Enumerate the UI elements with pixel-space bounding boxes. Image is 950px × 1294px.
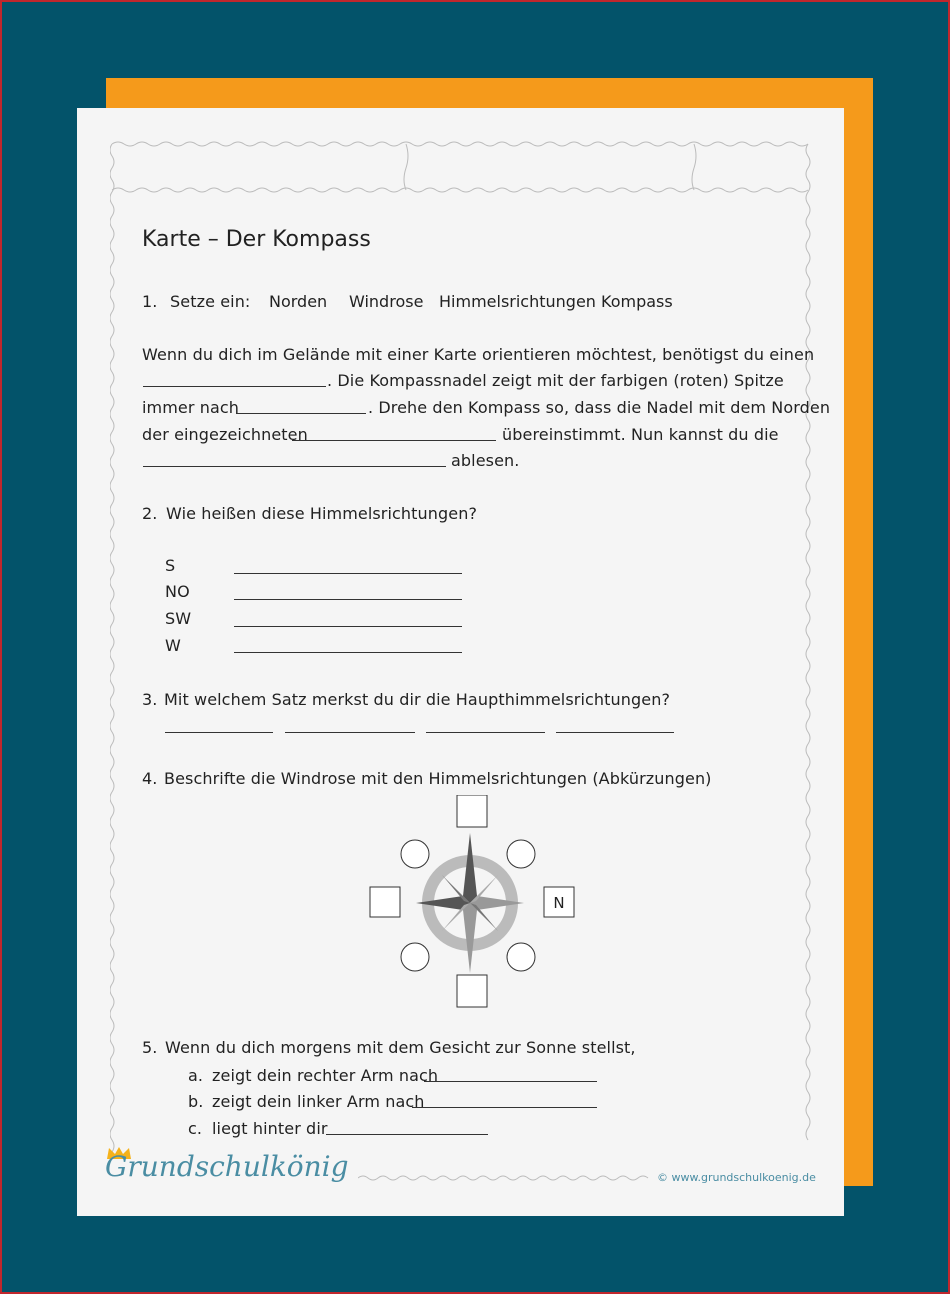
q4-number: 4. <box>142 769 158 788</box>
q5-c-label: c. <box>188 1119 203 1138</box>
word-bank-item: Norden <box>269 292 328 311</box>
copyright-text: © www.grundschulkoenig.de <box>657 1171 816 1184</box>
answer-blank[interactable] <box>326 1134 488 1135</box>
footer-wavy-line <box>358 1174 652 1182</box>
answer-blank[interactable] <box>165 732 273 733</box>
q1-text-line: immer nach <box>142 398 240 417</box>
q5-a-text: zeigt dein rechter Arm nach <box>212 1066 439 1085</box>
answer-circle-sw[interactable] <box>401 943 429 971</box>
q1-text-line: Wenn du dich im Gelände mit einer Karte orientieren möchtest, benötigst du einen <box>142 345 815 364</box>
page-title: Karte – Der Kompass <box>142 227 371 252</box>
q1-number: 1. <box>142 292 158 311</box>
answer-circle-ne[interactable] <box>507 840 535 868</box>
answer-blank[interactable] <box>236 413 366 414</box>
q2-number: 2. <box>142 504 158 523</box>
q5-b-label: b. <box>188 1092 204 1111</box>
wind-rose <box>360 795 590 1010</box>
q5-b-text: zeigt dein linker Arm nach <box>212 1092 425 1111</box>
answer-blank[interactable] <box>285 732 415 733</box>
direction-label: NO <box>165 582 190 601</box>
word-bank-item: Himmelsrichtungen <box>439 292 596 311</box>
answer-blank[interactable] <box>556 732 674 733</box>
answer-blank[interactable] <box>424 1081 597 1082</box>
q5-a-label: a. <box>188 1066 204 1085</box>
answer-blank[interactable] <box>412 1107 597 1108</box>
q5-number: 5. <box>142 1038 158 1057</box>
direction-label: S <box>165 556 176 575</box>
answer-blank[interactable] <box>143 466 446 467</box>
q1-text-line: ablesen. <box>451 451 520 470</box>
q1-text-line: . Die Kompassnadel zeigt mit der farbigen (roten) Spitze <box>327 371 784 390</box>
answer-box-south[interactable] <box>457 975 487 1007</box>
q5-c-text: liegt hinter dir <box>212 1119 328 1138</box>
q5-prompt: Wenn du dich morgens mit dem Gesicht zur Sonne stellst, <box>165 1038 636 1057</box>
word-bank-item: Kompass <box>601 292 673 311</box>
east-box-label: N <box>553 894 565 912</box>
q1-prompt: Setze ein: <box>170 292 251 311</box>
answer-blank[interactable] <box>292 440 496 441</box>
answer-circle-nw[interactable] <box>401 840 429 868</box>
answer-blank[interactable] <box>234 626 462 627</box>
direction-label: SW <box>165 609 192 628</box>
brand-logo: Grundschulkönig <box>105 1150 349 1183</box>
q4-prompt: Beschrifte die Windrose mit den Himmelsrichtungen (Abkürzungen) <box>164 769 712 788</box>
q1-text-line: der eingezeichneten <box>142 425 308 444</box>
q3-prompt: Mit welchem Satz merkst du dir die Haupthimmelsrichtungen? <box>164 690 671 709</box>
answer-circle-se[interactable] <box>507 943 535 971</box>
q2-prompt: Wie heißen diese Himmelsrichtungen? <box>166 504 478 523</box>
q3-number: 3. <box>142 690 158 709</box>
answer-blank[interactable] <box>426 732 545 733</box>
word-bank-item: Windrose <box>349 292 424 311</box>
direction-label: W <box>165 636 181 655</box>
answer-blank[interactable] <box>234 599 462 600</box>
answer-blank[interactable] <box>234 573 462 574</box>
q1-text-line: übereinstimmt. Nun kannst du die <box>502 425 779 444</box>
q1-text-line: . Drehe den Kompass so, dass die Nadel mit dem Norden <box>368 398 831 417</box>
answer-box-west[interactable] <box>370 887 400 917</box>
answer-blank[interactable] <box>143 386 326 387</box>
answer-box-north[interactable] <box>457 795 487 827</box>
answer-blank[interactable] <box>234 652 462 653</box>
